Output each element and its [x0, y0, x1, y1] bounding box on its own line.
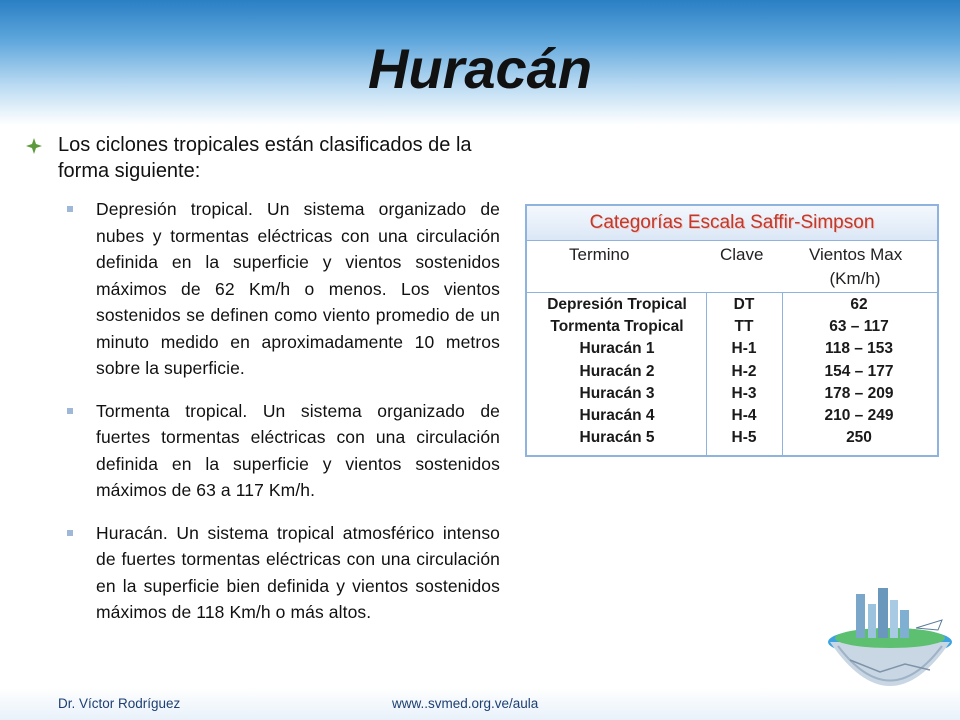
table-cell-key: H-2 — [731, 362, 757, 380]
header-separator — [527, 292, 937, 293]
sub-bullet-text: Depresión tropical. Un sistema organizado de nubes y tormentas eléctricas con una circulación definida en la superficie y vientos sostenidos máximos de 62 Km/h o menos. Los vientos sostenidos se definen como viento promedio de un minuto medido en aproximadamente 10 metros sobre la superficie. — [96, 199, 500, 378]
winds-column — [789, 294, 929, 449]
table-cell-term: Huracán 4 — [579, 407, 655, 425]
sub-bullet-text: Tormenta tropical. Un sistema organizado de fuertes tormentas eléctricas con una circulación definida en la superficie y vientos sostenidos máximos de 63 a 117 Km/h. — [96, 400, 500, 500]
table-cell-wind: 250 — [846, 429, 872, 447]
table-cell-term: Huracán 3 — [579, 384, 655, 402]
table-cell-wind: 210 – 249 — [824, 407, 894, 425]
sub-bullet-depresion — [20, 196, 500, 382]
table-cell-term: Depresión Tropical — [547, 296, 687, 313]
header-vientos: Vientos Max — [809, 245, 903, 264]
column-divider — [782, 292, 783, 457]
diamond-bullet-icon — [26, 138, 42, 154]
keys-column — [709, 294, 779, 449]
globe-city-logo-icon — [820, 580, 960, 700]
table-title: Categorías Escala Saffir-Simpson — [527, 206, 937, 241]
header-kmh: (Km/h) — [829, 269, 881, 288]
table-cell-wind: 63 – 117 — [829, 318, 889, 336]
table-cell-term: Huracán 1 — [579, 340, 655, 358]
column-divider — [706, 292, 707, 457]
header-clave: Clave — [720, 245, 764, 264]
square-bullet-icon — [67, 530, 73, 536]
table-cell-key: H-1 — [731, 340, 757, 358]
footer-url[interactable]: www..svmed.org.ve/aula — [392, 696, 539, 711]
table-cell-wind: 62 — [850, 296, 868, 313]
square-bullet-icon — [67, 408, 73, 414]
footer-author: Dr. Víctor Rodríguez — [58, 696, 181, 711]
slide-title: Huracán — [367, 37, 593, 100]
sub-bullet-tormenta — [20, 398, 500, 504]
table-cell-term: Tormenta Tropical — [550, 318, 684, 336]
table-cell-term: Huracán 2 — [579, 362, 655, 380]
terms-column — [531, 294, 703, 449]
table-cell-term: Huracán 5 — [579, 429, 655, 447]
sub-bullet-list — [20, 196, 500, 626]
table-cell-key: H-5 — [731, 429, 757, 447]
table-cell-key: TT — [734, 318, 754, 336]
sub-bullet-text: Huracán. Un sistema tropical atmosférico intenso de fuertes tormentas eléctricas con una circulación en la superficie bien definida y vientos sostenidos máximos de 118 Km/h o más altos. — [96, 522, 500, 622]
saffir-simpson-table — [525, 204, 939, 457]
header-termino: Termino — [569, 245, 630, 264]
main-bullet-text: Los ciclones tropicales están clasificados de la forma siguiente: — [58, 134, 472, 182]
square-bullet-icon — [67, 206, 73, 212]
table-cell-key: H-4 — [731, 407, 757, 425]
sub-bullet-huracan — [20, 520, 500, 626]
table-cell-wind: 154 – 177 — [824, 362, 894, 380]
table-cell-key: DT — [733, 296, 755, 313]
slide-content — [20, 132, 500, 642]
table-cell-wind: 178 – 209 — [824, 384, 894, 402]
table-cell-key: H-3 — [731, 384, 757, 402]
main-bullet — [20, 132, 500, 184]
table-cell-wind: 118 – 153 — [824, 340, 894, 358]
